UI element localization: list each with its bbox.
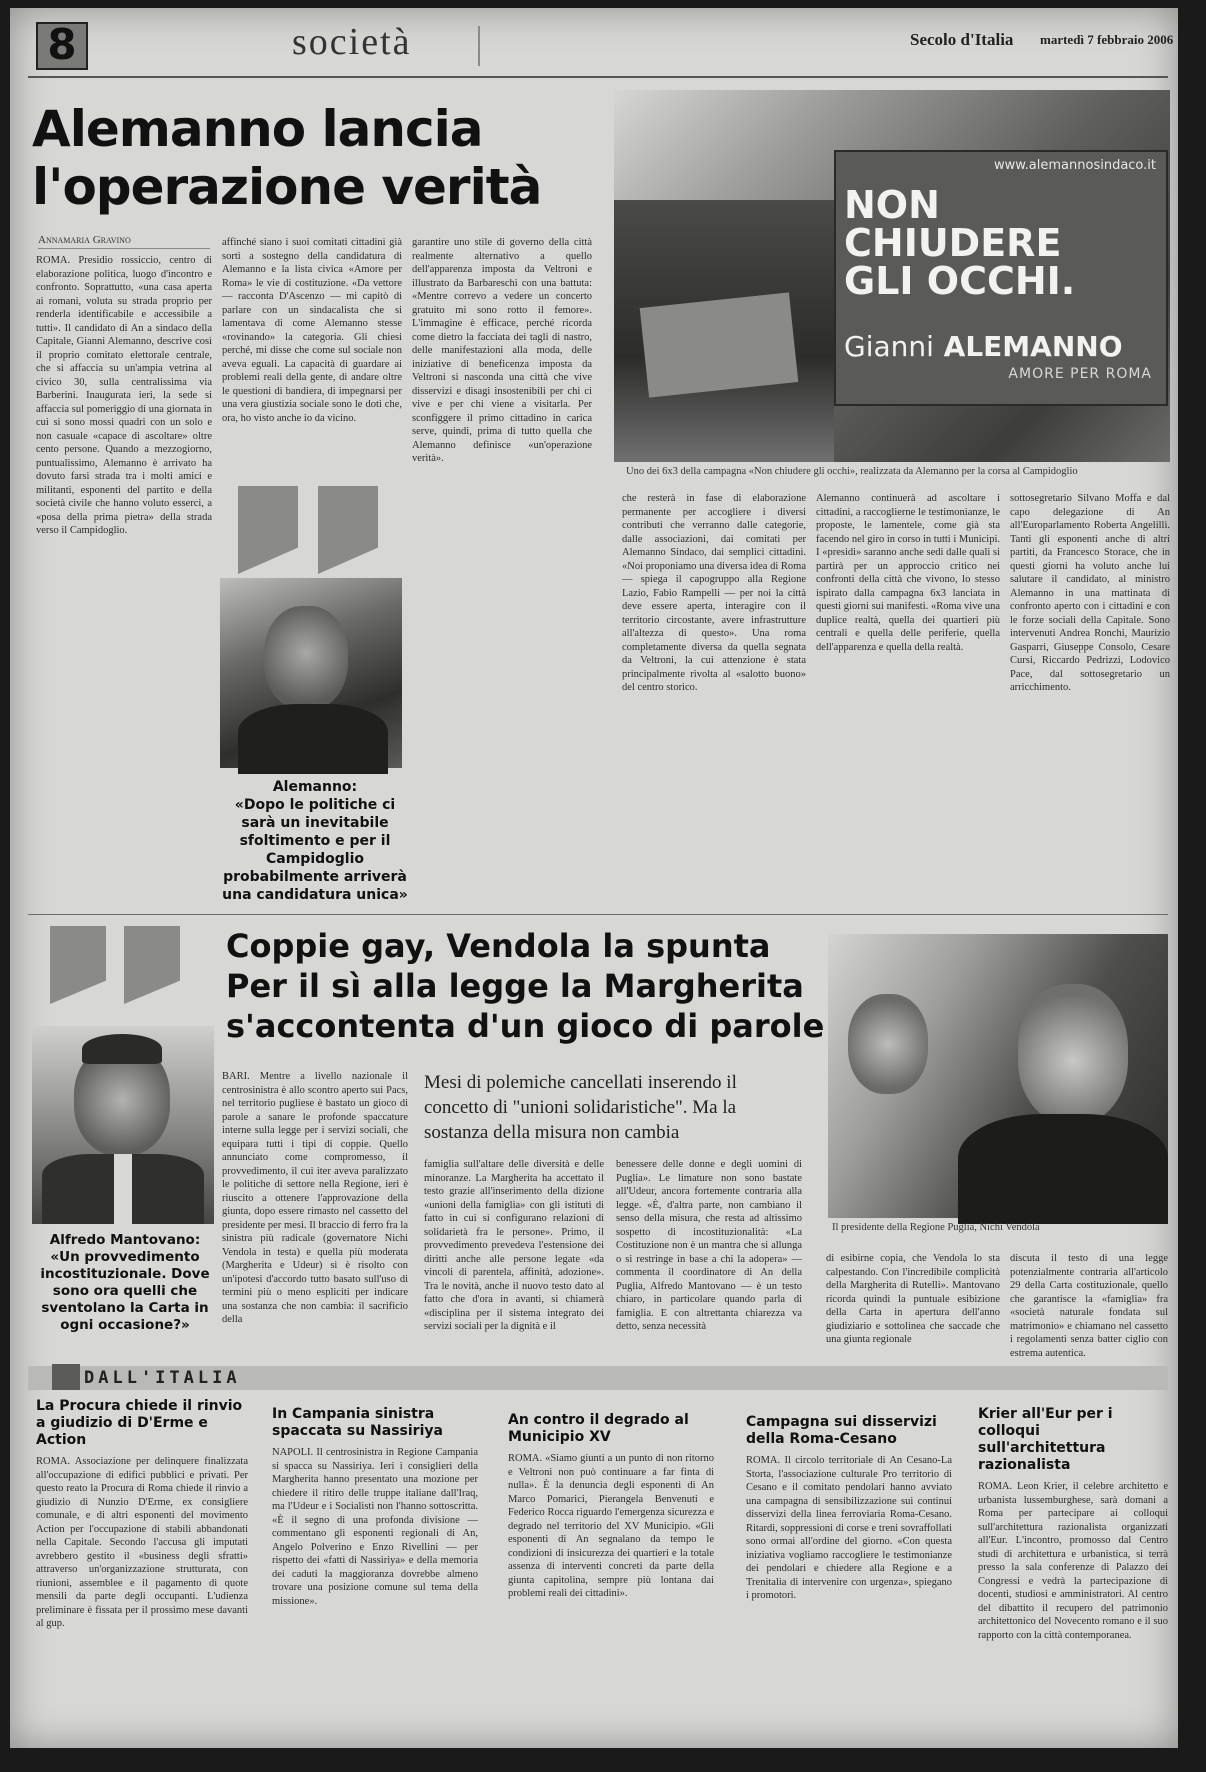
header-divider xyxy=(478,26,480,66)
headline-line: Per il sì alla legge la Margherita xyxy=(226,967,804,1005)
brief-headline: Krier all'Eur per i colloqui sull'architettura razionalista xyxy=(978,1406,1113,1473)
alemanno-quote xyxy=(222,778,408,904)
article1-headline xyxy=(32,100,612,216)
vendola-photo xyxy=(828,934,1168,1218)
article1-column-1: ROMA. Presidio rossiccio, centro di elaborazione politica, luogo d'incontro e confronto. Soprattutto, «una casa aperta ai romani, voluta su strada proprio per renderla identificabile e accessibile a tutti». Il candidato di An a sindaco della Capitale, Gianni Alemanno, descrive così il proprio comitato elettorale centrale, che si affaccia su un'ampia vetrina al civico 30, sulla centralissima via Barberini. Inaugurata ieri, la sede si affaccia sul pomeriggio di una giornata in cui si sono mossi quadri con un solo e non casuale «capace di ascoltare» oltre cento persone. Quando a mezzogiorno, puntualissimo, Alemanno è arrivato ha dovuto farsi strada tra i molti amici e militanti, esponenti del partito e della società civile che hanno voluto esserci, a «posa della prima pietra» della strada verso il Campidoglio. xyxy=(36,255,212,536)
billboard-photo-caption: Uno dei 6x3 della campagna «Non chiudere gli occhi», realizzata da Alemanno per la corsa al Campidoglio xyxy=(626,466,1078,477)
article2-subhead: Mesi di polemiche cancellati inserendo il concetto di "unioni solidaristiche". Ma la sostanza della misura non cambia xyxy=(424,1072,737,1143)
brief-5 xyxy=(978,1406,1168,1744)
issue-date: martedì 7 febbraio 2006 xyxy=(1040,32,1174,47)
quote-text: «Dopo le politiche ci sarà un inevitabile sfoltimento e per il Campidoglio probabilmente arriverà una candidatura unica» xyxy=(222,797,408,903)
brief-2 xyxy=(272,1406,478,1744)
header-rule xyxy=(28,76,1168,78)
byline: Annamaria Gravino xyxy=(38,234,131,246)
article1-column-6: sottosegretario Silvano Moffa e dal capo delegazione di An all'Europarlamento Roberta Angelilli. Tanti gli esponenti anche di altri partiti, da Francesco Storace, che in questi giorni ha voluto anche lui salutare il candidato, al ministro Alemanno in una mattinata di confronto aperto con i cittadini e con le forze sociali della Capitale. Sono intervenuti Andrea Ronchi, Maurizio Gasparri, Giuseppe Consolo, Cesare Cursi, Riccardo Pedrizzi, Lodovico Pace, dal sottosegretario un arricchimento. xyxy=(1010,493,1170,693)
newspaper-page xyxy=(10,8,1178,1748)
brief-body: NAPOLI. Il centrosinistra in Regione Campania si spacca su Nassiriya. Ieri i consiglieri della Margherita hanno presentato una mozione per chiedere il ritiro delle truppe italiane dall'Iraq, ma l'Udeur e i Socialisti non l'hanno sottoscritta. «È il segno di una profonda divisione — commentano gli esponenti regionali di An, Angelo Polverino e Enzo Rivellini — per rispetto dei «fatti di Nassiriya» e della memoria dei caduti la maggioranza dovrebbe almeno trovare una posizione comune sul tema della missione». xyxy=(272,1447,478,1607)
article2-headline xyxy=(226,926,826,1046)
brief-body: ROMA. Leon Krier, il celebre architetto e urbanista lussemburghese, sarà domani a Roma per partecipare ai colloqui sull'architettura razionalista organizzati all'Eur. L'incontro, promosso dal Centro studi di architettura e urbanistica, si terrà presso la sala conferenze di Palazzo dei Congressi e vedrà la partecipazione di docenti, studiosi e amministratori. Al centro del dibattito il recupero del patrimonio architettonico del Novecento romano e il suo rapporto con la città contemporanea. xyxy=(978,1481,1168,1641)
article2-column-5: discuta il testo di una legge potenzialmente contraria all'articolo 29 della Carta costituzionale, quello che garantisce la «famiglia» fra «società naturale fondata sul matrimonio» e chiamano nel cassetto i regolamenti senza batter ciglio con estrema autentica. xyxy=(1010,1253,1168,1359)
brief-headline: An contro il degrado al Municipio XV xyxy=(508,1412,689,1445)
brief-body: ROMA. «Siamo giunti a un punto di non ritorno e Veltroni non può continuare a far finta di nulla». È la denuncia degli esponenti di An Marco Pomarici, Pierangela Benvenuti e Federico Rocca riguardo l'emergenza sicurezza e degrado nel territorio del XV Municipio. «Gli esponenti di An segnalano da tempo le condizioni di insicurezza dei quartieri e la totale assenza di interventi concreti da parte della giunta capitolina, sempre più lontana dai problemi reali dei cittadini». xyxy=(508,1453,714,1599)
article1-column-4: che resterà in fase di elaborazione permanente per accogliere i diversi contributi che verranno dalle categorie, dalle associazioni, dai comitati per Alemanno Sindaco, dai semplici cittadini. «Noi proponiamo una diversa idea di Roma — spiega il capogruppo alla Regione Lazio, Fabio Rampelli — per noi la città deve essere aperta, interagire con il territorio circostante, avere infrastrutture all'altezza di questo». Una roma completamente diversa da quella segnata da Veltroni, la cui attenzione è stata principalmente rivolta al «salotto buono» del centro storico. xyxy=(622,493,806,693)
billboard-slogan-line: GLI OCCHI. xyxy=(844,259,1076,303)
section-title: società xyxy=(292,21,412,63)
brief-body: ROMA. Il circolo territoriale di An Cesano-La Storta, l'associazione culturale Pro territorio di Cesano e il comitato pendolari hanno avviato una campagna di sensibilizzazione sui continui disservizi della linea ferroviaria Roma-Cesano. Ritardi, soppressioni di corse e treni sovraffollati sono ormai all'ordine del giorno. «Con questa iniziativa vogliamo raccogliere le testimonianze dei pendolari e chiedere alla Regione e a Trenitalia di intervenire con urgenza», spiegano i promotori. xyxy=(746,1455,952,1601)
quote-text: «Un provvedimento incostituzionale. Dove sono ora quelli che sventolano la Carta in ogni occasione?» xyxy=(40,1249,210,1333)
quote-marks-graphic xyxy=(238,486,388,574)
newspaper-name: Secolo d'Italia xyxy=(910,30,1014,49)
article2-column-1: BARI. Mentre a livello nazionale il centrosinistra è allo scontro aperto sui Pacs, nel territorio pugliese è bastato un gioco di parole a sanare le profonde spaccature interne sulla legge per i servizi sociali, che equipara tutti i tipi di coppie. Quello annunciato come compromesso, il provvedimento, il cui iter aveva paralizzato le politiche di settore nella Regione, ieri è riuscito a ottenere l'approvazione della giunta, dopo essere rimasto nel cassetto del presidente per mesi. Il braccio di ferro fra la sinistra più radicale (governatore Nichi Vendola in testa) e quella più moderata (Margherita e Udeur) si è risolto con un'ipotesi d'accordo tutto basato sull'uso di termini più o meno espliciti per indicare una sostanza che non cambia: il sacrificio della xyxy=(222,1071,408,1325)
page-number-box xyxy=(36,22,88,70)
brief-1 xyxy=(36,1398,248,1744)
billboard xyxy=(834,150,1168,406)
billboard-tagline: AMORE PER ROMA xyxy=(1008,366,1152,382)
quote-speaker: Alemanno: xyxy=(272,779,358,795)
page-number: 8 xyxy=(47,20,77,69)
alemanno-portrait-photo xyxy=(220,578,402,768)
headline-line: l'operazione verità xyxy=(32,158,542,216)
brief-headline: La Procura chiede il rinvio a giudizio di D'Erme e Action xyxy=(36,1398,243,1448)
brief-3 xyxy=(508,1412,714,1744)
headline-line: Coppie gay, Vendola la spunta xyxy=(226,927,771,965)
brief-body: ROMA. Associazione per delinquere finalizzata all'occupazione di edifici pubblici e privati. Per questo reato la Procura di Roma chiede il rinvio a giudizio di Nunzio D'Erme, ex consigliere comunale, e di altri esponenti del movimento Action per l'occupazione di stabili abbandonati nella Capitale. Secondo l'accusa gli imputati avrebbero gestito il «business degli sfratti» attraverso un'organizzazione strutturata, con riunioni, assemblee e il pagamento di quote mensili da parte degli occupanti. L'udienza preliminare è fissata per il prossimo mese davanti al gup. xyxy=(36,1456,248,1629)
article2-column-2: famiglia sull'altare delle diversità e delle minoranze. La Margherita ha accettato il testo grazie all'inserimento della dizione «unioni della famiglia» con gli istituti di fatto in cui si configurano relazioni di solidarietà fra le persone». Primo, il provvedimento prevedeva l'estensione dei diritti anche alle persone legate «da vincoli di parentela, affinità, adozione». Tra le novità, anche il nuovo testo dato al fatto che d'ora in avanti, si chiamerà «disciplina per il sistema integrato dei servizi sociali per la dignità e il xyxy=(424,1159,604,1332)
quote-marks-graphic xyxy=(50,926,200,1004)
mantovano-portrait-photo xyxy=(32,1026,214,1224)
headline-line: s'accontenta d'un gioco di parole xyxy=(226,1007,825,1045)
article2-column-4: di esibirne copia, che Vendola lo sta calpestando. Con l'incredibile complicità della Margherita di Rutelli». Mantovano ricorda quindi la puntuale esibizione della Carta in apertura dell'anno giudiziario e sottolinea che saccade che una giunta regionale xyxy=(826,1253,1000,1345)
byline-rule xyxy=(38,248,210,249)
billboard-url: www.alemannosindaco.it xyxy=(993,158,1156,173)
billboard-photo xyxy=(614,90,1170,462)
billboard-last-name: ALEMANNO xyxy=(943,330,1123,363)
dallitalia-label: DALL'ITALIA xyxy=(84,1368,241,1388)
billboard-first-name: Gianni xyxy=(844,330,934,363)
vendola-photo-caption: Il presidente della Regione Puglia, Nichi Vendola xyxy=(832,1222,1040,1233)
italy-map-icon xyxy=(52,1364,80,1390)
article1-column-3: garantire uno stile di governo della città realmente alternativo a quello dell'apparenza imposta da Veltroni e illustrato da Barbareschi con una battuta: «Mentre correvo a vedere un concerto gratuito mi sono rotto il femore». L'immagine è efficace, perché ricorda come dietro la facciata dei tagli di nastro, delle manifestazioni alla moda, delle iniziative di beneficenza imposta da Veltroni si nasconda una città che vive disservizi e disagi insostenibili per chi ci vive e per chi viene a visitarla. Per sconfiggere il primo cittadino in carica serve, quindi, prima di tutto quella che Alemanno definisce «un'operazione verità». xyxy=(412,237,592,464)
article1-column-2: affinché siano i suoi comitati cittadini già sorti a sostegno della candidatura di Alemanno e la lista civica «Amore per Roma» le vie di costituzione. «Da vettore — racconta D'Ascenzo — mi capitò di parlare con un sindacalista che si lamentava di come Alemanno stesse «rovinando» la categoria. Gli chiesi perché, mi disse che come sul sociale non aveva eguali. La capacità di guardare ai problemi reali della gente, di andare oltre le questioni di bandiera, di impegnarsi per una vera giustizia sociale sono le doti che, ora, ho visto anche io da vicino. xyxy=(222,237,402,424)
billboard-slogan-line: CHIUDERE xyxy=(844,221,1062,265)
headline-line: Alemanno lancia xyxy=(32,100,483,158)
brief-4 xyxy=(746,1414,952,1744)
brief-headline: In Campania sinistra spaccata su Nassiriya xyxy=(272,1406,443,1439)
article2-column-3: benessere delle donne e degli uomini di Puglia». Le limature non sono bastate all'Udeur, ancora fortemente contraria alla legge. «È, d'altra parte, non cambiano il senso della misura, che resta ad altissimo sospetto di incostituzionalità: «La Costituzione non è un mantra che si allunga o si restringe in base a chi la adopera» — commenta il coordinatore di An della Puglia, Alfredo Mantovano — è un testo chiaro, in particolare quando parla di famiglia. E con altrettanta chiarezza va detto, senza necessità xyxy=(616,1159,802,1332)
brief-headline: Campagna sui disservizi della Roma-Cesano xyxy=(746,1414,937,1447)
article-separator xyxy=(28,914,1168,915)
article1-column-5: Alemanno continuerà ad ascoltare i cittadini, a raccoglierne le testimonianze, le proposte, le lamentele, come già sta facendo nel giro in corso in tutti i Municipi. I «presidi» saranno anche sedi dalle quali si partirà per un approccio critico nei confronti della città che vivono, lo stesso ispirato dalla campagna 6x3 lanciata in questi giorni sui manifesti. «Roma vive una duplice realtà, quella dei quartieri più centrali e quella delle periferie, quella dell'apparenza e quella della realtà. xyxy=(816,493,1001,653)
billboard-slogan-line: NON xyxy=(844,183,940,227)
mantovano-quote xyxy=(36,1232,214,1334)
quote-speaker: Alfredo Mantovano: xyxy=(49,1232,201,1248)
